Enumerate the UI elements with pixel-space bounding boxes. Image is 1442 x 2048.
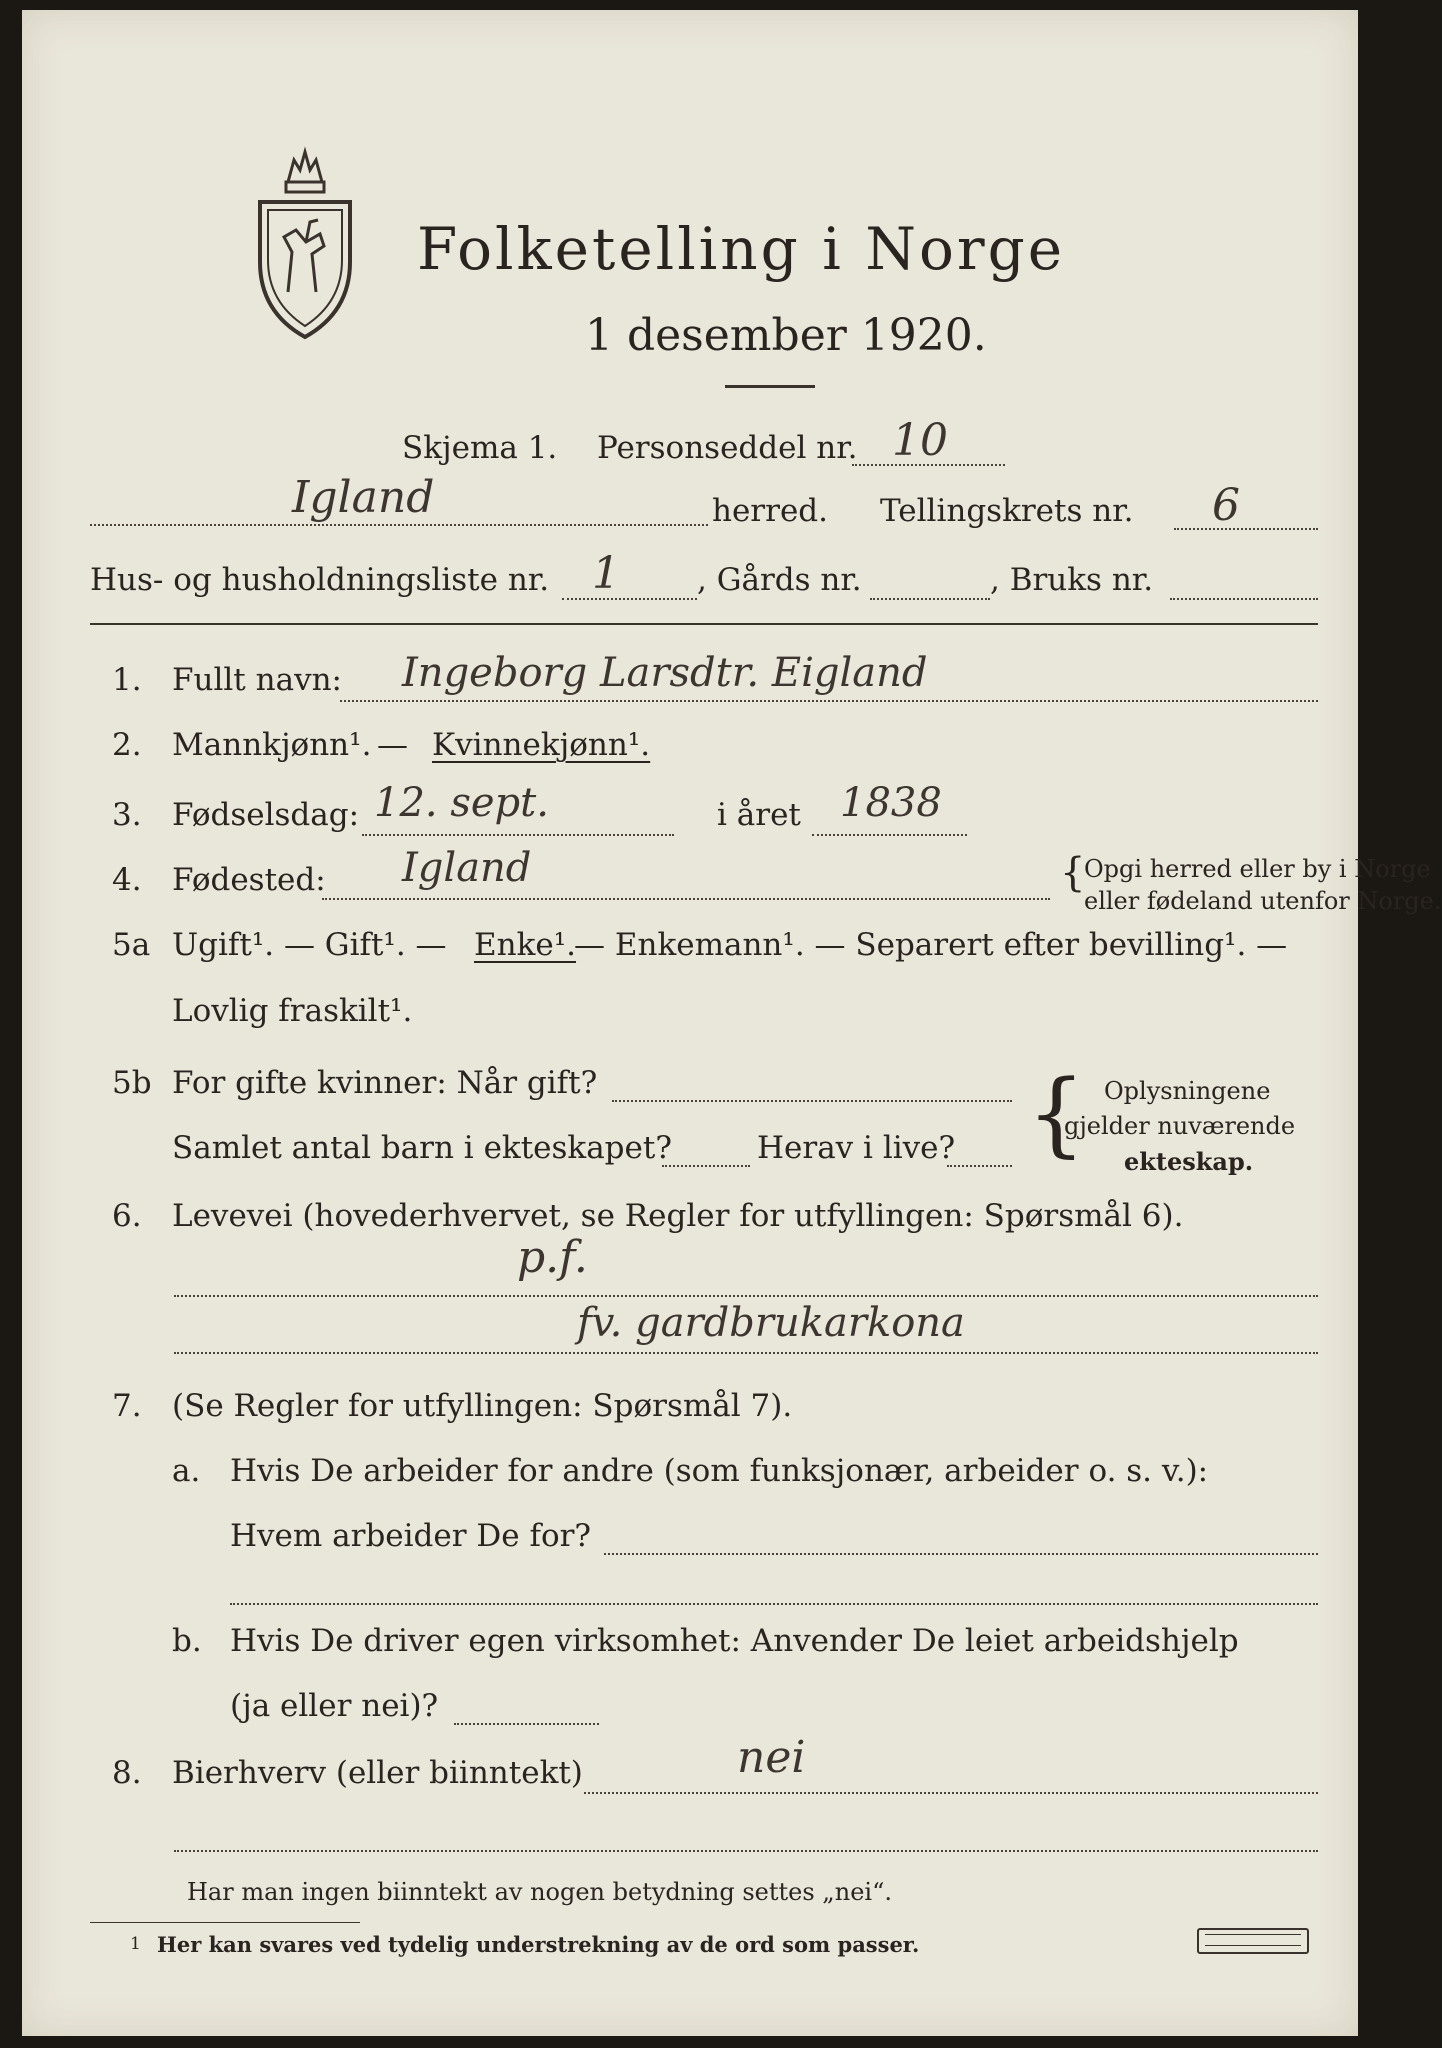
q5b-children-line	[662, 1165, 750, 1167]
q5b-line1: For gifte kvinner: Når gift?	[172, 1065, 598, 1101]
q5b-alive-line	[947, 1165, 1012, 1167]
q7a-extra-line	[230, 1603, 1318, 1605]
birthplace-value[interactable]: Igland	[402, 845, 532, 891]
tellingskrets-line	[1174, 528, 1318, 530]
birthday-value[interactable]: 12. sept.	[374, 780, 549, 826]
q2-number: 2.	[112, 727, 142, 763]
q2-mann: Mannkjønn¹.	[172, 727, 372, 763]
gards-line	[870, 598, 990, 600]
q6-label: Levevei (hovederhvervet, se Regler for utfyllingen: Spørsmål 6).	[172, 1198, 1184, 1234]
bruks-line	[1170, 598, 1318, 600]
occupation-value-1[interactable]: p.f.	[517, 1232, 588, 1283]
tellingskrets-label: Tellingskrets nr.	[880, 493, 1134, 529]
herred-value[interactable]: Igland	[292, 472, 435, 523]
personseddel-value[interactable]: 10	[892, 415, 948, 466]
q8-extra-line	[174, 1850, 1318, 1852]
q5b-number: 5b	[112, 1065, 152, 1101]
q8-label: Bierhverv (eller biinntekt)	[172, 1755, 583, 1791]
q3-line	[362, 834, 674, 836]
q4-number: 4.	[112, 862, 142, 898]
q3-year-line	[812, 834, 967, 836]
q7b-answer-line	[454, 1723, 599, 1725]
q5b-note-3: ekteskap.	[1124, 1147, 1254, 1176]
q1-label: Fullt navn:	[172, 662, 342, 698]
q5b-alive: Herav i live?	[757, 1130, 956, 1166]
title-divider	[725, 385, 815, 388]
q4-brace: {	[1060, 850, 1086, 896]
q5a-enke-underlined: Enke¹.	[474, 927, 577, 963]
footnote-text: Her kan svares ved tydelig understrekning av de ord som passer.	[157, 1932, 920, 1957]
husliste-label: Hus- og husholdningsliste nr.	[90, 562, 550, 598]
tellingskrets-value[interactable]: 6	[1212, 480, 1240, 531]
census-date: 1 desember 1920.	[585, 310, 987, 361]
q2-separator: —	[377, 727, 408, 763]
q7-number: 7.	[112, 1388, 142, 1424]
q1-line	[340, 700, 1318, 702]
q7-label: (Se Regler for utfyllingen: Spørsmål 7).	[172, 1388, 793, 1424]
q5b-children: Samlet antal barn i ekteskapet?	[172, 1130, 672, 1166]
q5b-note-2: gjelder nuværende	[1064, 1112, 1296, 1140]
census-form-sheet	[22, 10, 1442, 2036]
form-title: Folketelling i Norge	[417, 215, 1066, 283]
q3-label: Fødselsdag:	[172, 797, 360, 833]
skjema-label: Skjema 1.	[402, 430, 558, 466]
q6-line-1	[174, 1295, 1318, 1297]
q8-note: Har man ingen biinntekt av nogen betydning settes „nei“.	[187, 1878, 892, 1906]
herred-label: herred.	[712, 493, 828, 529]
side-income-value[interactable]: nei	[737, 1732, 806, 1783]
gards-label: , Gårds nr.	[697, 562, 862, 598]
q8-line	[584, 1792, 1318, 1794]
bruks-label: , Bruks nr.	[990, 562, 1154, 598]
herred-line	[90, 524, 708, 526]
q5a-ugift-gift: Ugift¹. — Gift¹. —	[172, 927, 447, 963]
printer-stamp-icon	[1197, 1928, 1309, 1954]
q7b-line1: Hvis De driver egen virksomhet: Anvender De leiet arbeidshjelp	[230, 1623, 1239, 1659]
q6-line-2	[174, 1352, 1318, 1354]
q5b-when-line	[612, 1100, 1012, 1102]
husliste-value[interactable]: 1	[592, 548, 620, 599]
section-divider	[90, 623, 1318, 625]
q5a-number: 5a	[112, 927, 151, 963]
q4-note-2: eller fødeland utenfor Norge.	[1084, 887, 1442, 915]
birth-year-value[interactable]: 1838	[840, 780, 942, 826]
q5b-brace: {	[1027, 1060, 1086, 1167]
q6-number: 6.	[112, 1198, 142, 1234]
q7a-line2: Hvem arbeider De for?	[230, 1518, 592, 1554]
footnote-divider	[90, 1922, 360, 1923]
q7a-employer-line	[604, 1553, 1318, 1555]
footnote-marker: 1	[130, 1934, 141, 1954]
q7b-line2: (ja eller nei)?	[230, 1688, 439, 1724]
q3-number: 3.	[112, 797, 142, 833]
q5a-fraskilt: Lovlig fraskilt¹.	[172, 993, 413, 1029]
q7a-line1: Hvis De arbeider for andre (som funksjonær, arbeider o. s. v.):	[230, 1453, 1209, 1489]
q4-line	[322, 898, 1050, 900]
q4-label: Fødested:	[172, 862, 326, 898]
q1-number: 1.	[112, 662, 142, 698]
q8-number: 8.	[112, 1755, 142, 1791]
coat-of-arms-icon	[250, 142, 360, 342]
q5b-note-1: Oplysningene	[1104, 1077, 1271, 1105]
husliste-line	[562, 598, 697, 600]
q2-kvinne-underlined: Kvinnekjønn¹.	[432, 727, 651, 763]
personseddel-label: Personseddel nr.	[597, 430, 858, 466]
q3-year-label: i året	[717, 797, 801, 833]
q5a-rest: — Enkemann¹. — Separert efter bevilling¹. —	[574, 927, 1288, 963]
q7a-letter: a.	[172, 1453, 201, 1489]
full-name-value[interactable]: Ingeborg Larsdtr. Eigland	[402, 650, 928, 696]
occupation-value-2[interactable]: fv. gardbrukarkona	[577, 1300, 965, 1346]
q7b-letter: b.	[172, 1623, 202, 1659]
q4-note-1: Opgi herred eller by i Norge	[1084, 855, 1431, 883]
